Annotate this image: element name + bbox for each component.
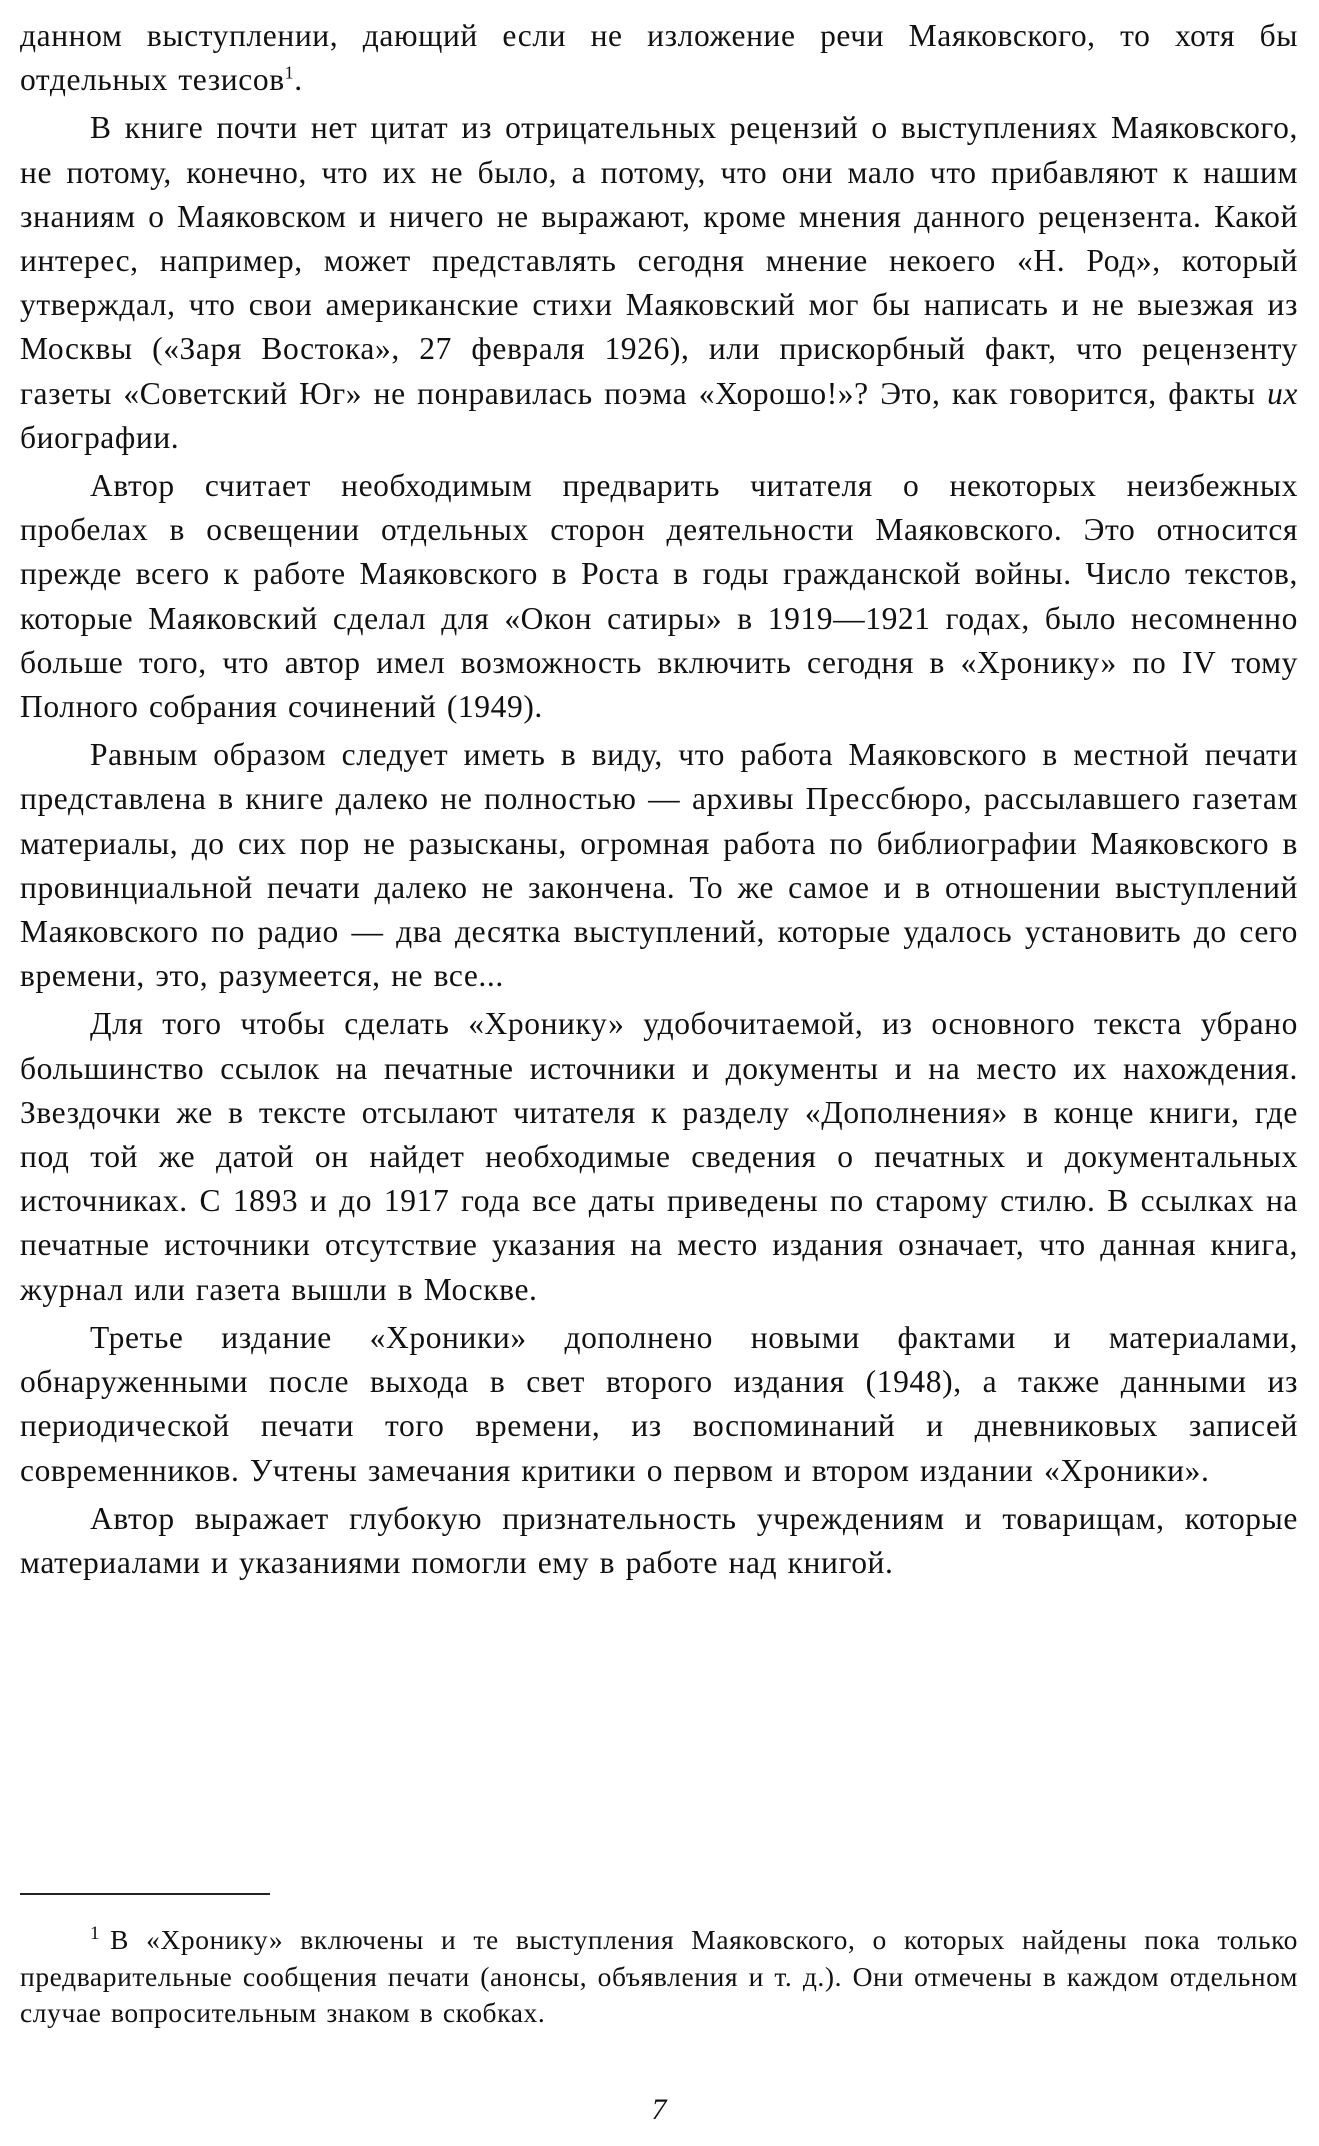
paragraph-4: Равным образом следует иметь в виду, что работа Маяковского в местной печати представлена в книге далеко не полностью — архивы Прессбюро, рассылавшего газетам материалы, до сих пор не разысканы, огромная работа по библиографии Маяковского в провинциальной печати далеко не закончена. То же самое и в отношении выступлений Маяковского по радио — два десятка выступлений, которые удалось установить до сего времени, это, разумеется, не все... xyxy=(20,737,1298,994)
book-page xyxy=(20,0,1298,2146)
footnote-reference: 1 xyxy=(284,62,295,83)
paragraph-7: Автор выражает глубокую признательность учреждениям и товарищам, которые материалами и указаниями помогли ему в работе над книгой. xyxy=(20,1500,1298,1580)
paragraph-1 xyxy=(20,14,1298,102)
paragraph-2 xyxy=(20,106,1298,460)
footnote xyxy=(20,1922,1298,2032)
paragraph-1-end: . xyxy=(294,62,303,98)
paragraph-1-text: данном выступлении, дающий если не изложение речи Маяковского, то хотя бы отдельных тезисов xyxy=(20,18,1298,98)
page-number: 7 xyxy=(651,2093,667,2126)
footnote-marker: 1 xyxy=(90,1922,101,1944)
paragraph-3: Автор считает необходимым предварить читателя о некоторых неизбежных пробелах в освещении отдельных сторон деятельности Маяковского. Это относится прежде всего к работе Маяковского в Роста в годы гражданской войны. Число текстов, которые Маяковский сделал для «Окон сатиры» в 1919—1921 годах, было несомненно больше того, что автор имел возможность включить сегодня в «Хронику» по IV тому Полного собрания сочинений (1949). xyxy=(20,468,1298,725)
paragraph-2-emphasis: их xyxy=(1267,375,1298,411)
footnote-divider xyxy=(20,1893,270,1895)
paragraph-6: Третье издание «Хроники» дополнено новыми фактами и материалами, обнаруженными после выхода в свет второго издания (1948), а также данными из периодической печати того времени, из воспоминаний и дневниковых записей современников. Учтены замечания критики о первом и втором издании «Хроники». xyxy=(20,1319,1298,1488)
paragraph-2-text: В книге почти нет цитат из отрицательных рецензий о выступлениях Маяковского, не потому, конечно, что их не было, а потому, что они мало что прибавляют к нашим знаниям о Маяковском и ничего не выражают, кроме мнения данного рецензента. Какой интерес, например, может представлять сегодня мнение некоего «Н. Род», который утверждал, что свои американские стихи Маяковский мог бы написать и не выезжая из Москвы («Заря Востока», 27 февраля 1926), или прискорбный факт, что рецензенту газеты «Советский Юг» не понравилась поэма «Хорошо!»? Это, как говорится, факты xyxy=(20,110,1298,411)
body-text xyxy=(20,14,1298,1585)
paragraph-2-end: биографии. xyxy=(20,419,180,455)
paragraph-5: Для того чтобы сделать «Хронику» удобочитаемой, из основного текста убрано большинство ссылок на печатные источники и документы и на место их нахождения. Звездочки же в тексте отсылают читателя к разделу «Дополнения» в конце книги, где под той же датой он найдет необходимые сведения о печатных и документальных источниках. С 1893 и до 1917 года все даты приведены по старому стилю. В ссылках на печатные источники отсутствие указания на место издания означает, что данная книга, журнал или газета вышли в Москве. xyxy=(20,1006,1298,1307)
footnote-text: В «Хронику» включены и те выступления Маяковского, о которых найдены пока только предварительные сообщения печати (анонсы, объявления и т. д.). Они отмечены в каждом отдельном случае вопросительным знаком в скобках. xyxy=(20,1924,1298,2028)
